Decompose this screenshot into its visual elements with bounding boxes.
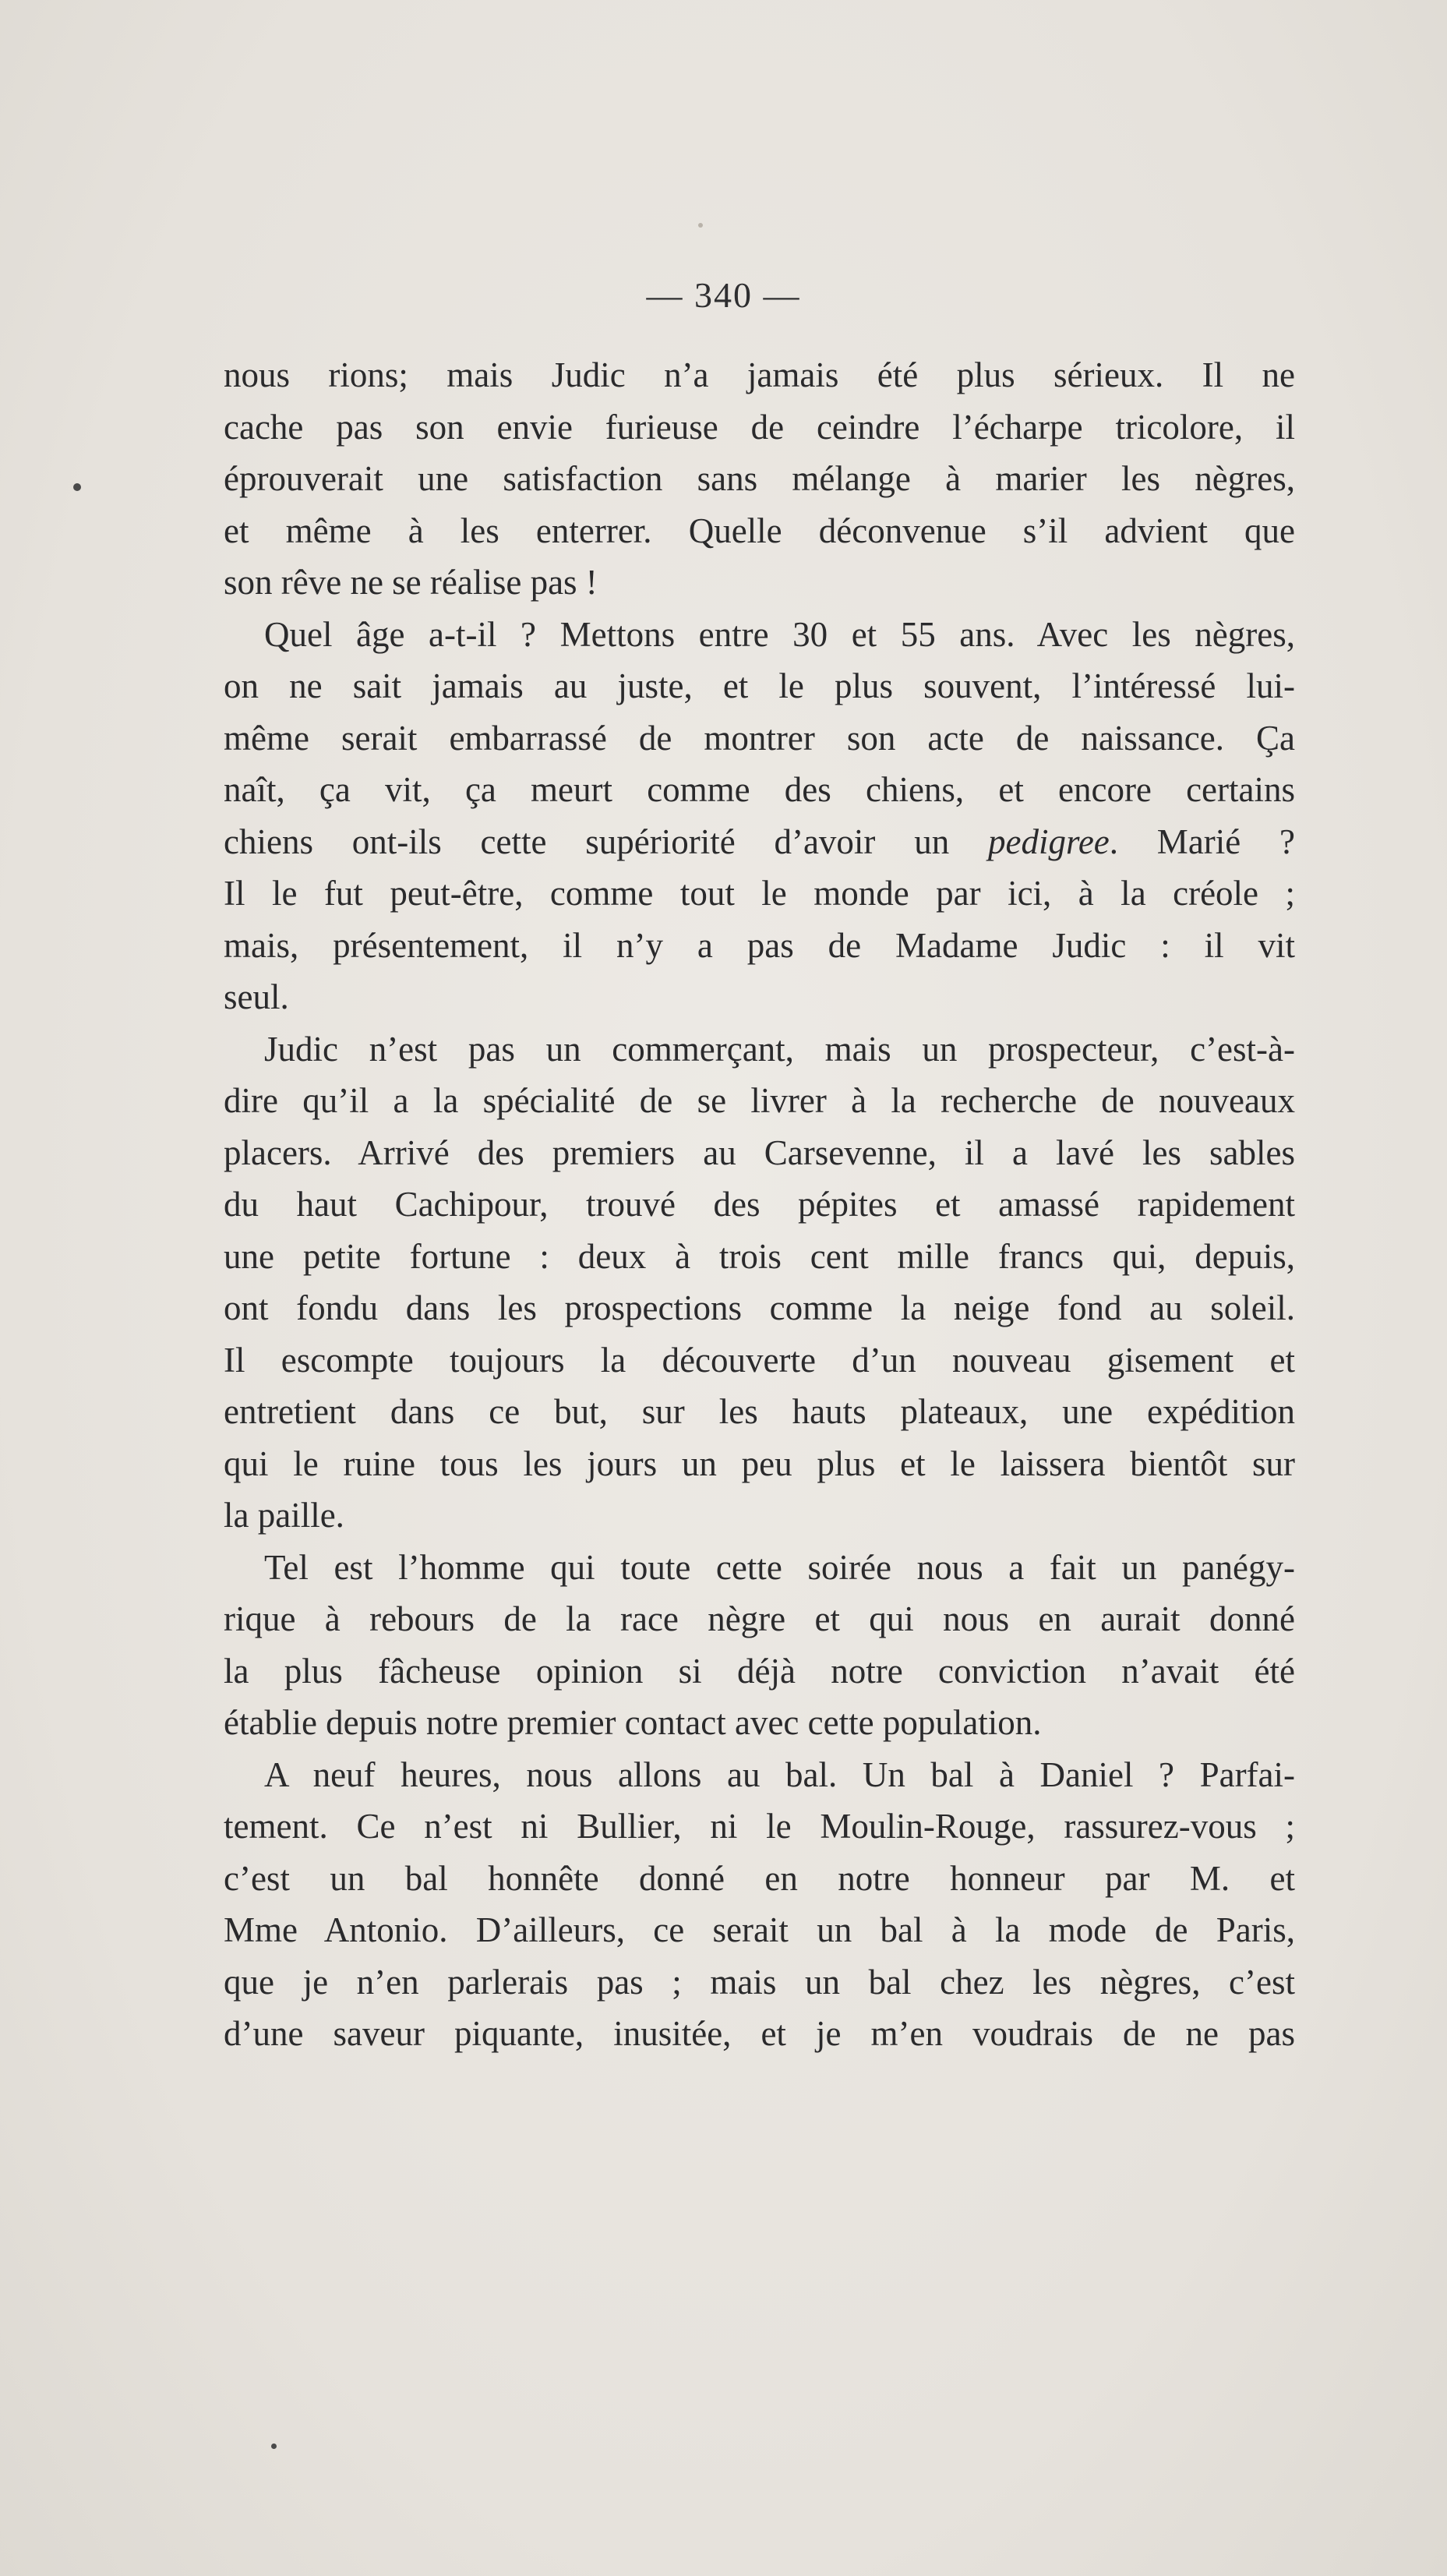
text-line: seul. bbox=[224, 977, 289, 1016]
text-line: du haut Cachipour, trouvé des pépites et amassé rapidement bbox=[224, 1185, 1295, 1224]
text-line: Il escompte toujours la découverte d’un nouveau gisement et bbox=[224, 1340, 1295, 1380]
text-line: même serait embarrassé de montrer son acte de naissance. Ça bbox=[224, 718, 1295, 758]
text-line: Tel est l’homme qui toute cette soirée nous a fait un panégy- bbox=[264, 1547, 1295, 1587]
paragraph-2 bbox=[224, 609, 1295, 1023]
text-line: placers. Arrivé des premiers au Carsevenne, il a lavé les sables bbox=[224, 1133, 1295, 1172]
text-line: rique à rebours de la race nègre et qui nous en aurait donné bbox=[224, 1599, 1295, 1638]
page-number: — 340 — bbox=[646, 275, 801, 315]
text-line: A neuf heures, nous allons au bal. Un bal à Daniel ? Parfai- bbox=[264, 1754, 1295, 1794]
text-line: cache pas son envie furieuse de ceindre l’écharpe tricolore, il bbox=[224, 407, 1295, 447]
paper-speck bbox=[698, 223, 703, 228]
text-line: entretient dans ce but, sur les hauts plateaux, une expédition bbox=[224, 1392, 1295, 1431]
text-line: et même à les enterrer. Quelle déconvenue s’il advient que bbox=[224, 511, 1295, 550]
text-line: son rêve ne se réalise pas ! bbox=[224, 563, 598, 602]
text-segment: . Marié ? bbox=[1109, 822, 1295, 861]
text-line: tement. Ce n’est ni Bullier, ni le Moulin-Rouge, rassurez-vous ; bbox=[224, 1807, 1295, 1846]
text-segment: chiens ont-ils cette supériorité d’avoir un bbox=[224, 822, 950, 861]
text-line: nous rions; mais Judic n’a jamais été plus sérieux. Il ne bbox=[224, 355, 1295, 394]
text-line: la paille. bbox=[224, 1496, 344, 1535]
body-text bbox=[224, 349, 1295, 2060]
italic-word: pedigree bbox=[988, 822, 1110, 861]
text-line: ont fondu dans les prospections comme la neige fond au soleil. bbox=[224, 1288, 1295, 1327]
text-line: on ne sait jamais au juste, et le plus souvent, l’intéressé lui- bbox=[224, 666, 1295, 705]
text-line: Judic n’est pas un commerçant, mais un prospecteur, c’est-à- bbox=[264, 1029, 1295, 1069]
text-line: éprouverait une satisfaction sans mélange à marier les nègres, bbox=[224, 459, 1295, 498]
text-line: d’une saveur piquante, inusitée, et je m’en voudrais de ne pas bbox=[224, 2014, 1295, 2053]
text-line: qui le ruine tous les jours un peu plus et le laissera bientôt sur bbox=[224, 1443, 1295, 1483]
paragraph-1 bbox=[224, 349, 1295, 609]
text-line: une petite fortune : deux à trois cent mille francs qui, depuis, bbox=[224, 1236, 1295, 1276]
paper-speck bbox=[271, 2443, 277, 2449]
text-line: dire qu’il a la spécialité de se livrer à la recherche de nouveaux bbox=[224, 1081, 1295, 1120]
paragraph-4 bbox=[224, 1542, 1295, 1749]
text-line: naît, ça vit, ça meurt comme des chiens, et encore certains bbox=[224, 770, 1295, 809]
text-line: établie depuis notre premier contact avec cette population. bbox=[224, 1703, 1042, 1742]
text-line: Mme Antonio. D’ailleurs, ce serait un bal à la mode de Paris, bbox=[224, 1910, 1295, 1949]
paragraph-5 bbox=[224, 1749, 1295, 2060]
text-line: Quel âge a-t-il ? Mettons entre 30 et 55 ans. Avec les nègres, bbox=[264, 614, 1295, 654]
text-line: que je n’en parlerais pas ; mais un bal chez les nègres, c’est bbox=[224, 1962, 1295, 2002]
text-line bbox=[224, 816, 1295, 868]
text-line: la plus fâcheuse opinion si déjà notre conviction n’avait été bbox=[224, 1651, 1295, 1691]
text-line: Il le fut peut-être, comme tout le monde par ici, à la créole ; bbox=[224, 874, 1295, 913]
text-line: mais, présentement, il n’y a pas de Madame Judic : il vit bbox=[224, 925, 1295, 965]
text-line: c’est un bal honnête donné en notre honneur par M. et bbox=[224, 1858, 1295, 1898]
paper-speck bbox=[73, 483, 81, 491]
paragraph-3 bbox=[224, 1023, 1295, 1542]
